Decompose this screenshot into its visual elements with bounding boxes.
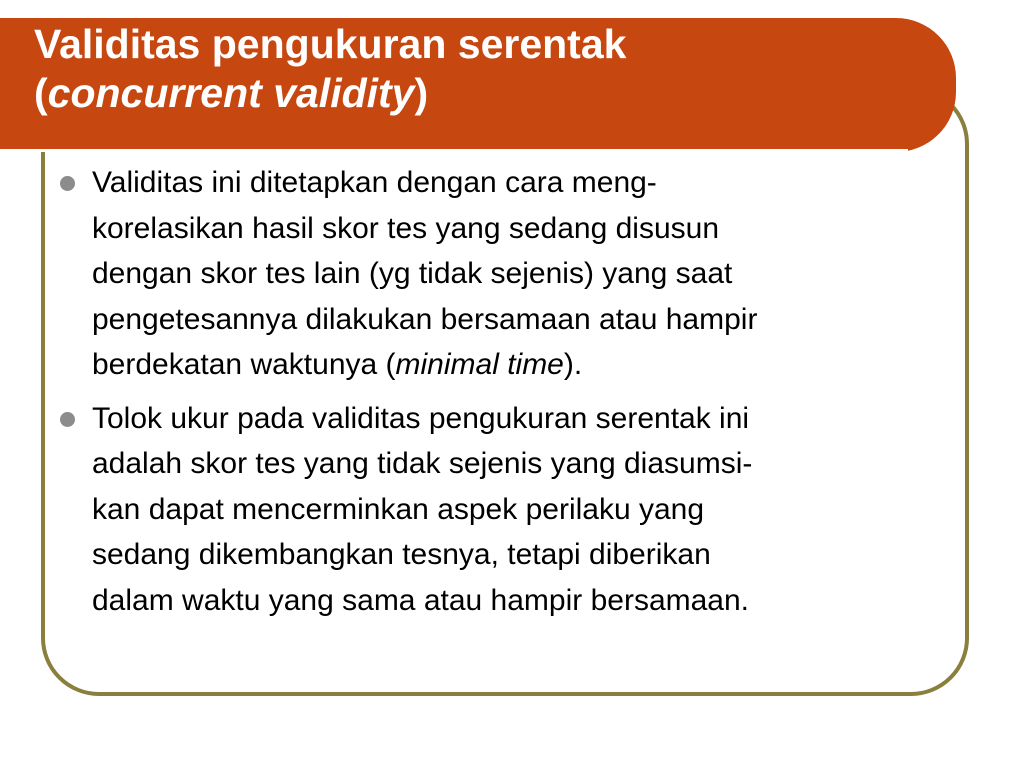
bullet-1-line-3: dengan skor tes lain (yg tidak sejenis) yang saat [92,257,733,290]
bullet-1-line-2: korelasikan hasil skor tes yang sedang disusun [92,211,720,245]
bullet-item-1 [60,160,960,388]
bullet-2-line-2: adalah skor tes yang tidak sejenis yang diasumsi- [92,447,753,480]
bullet-1-line-5-italic: minimal time [395,348,564,381]
title-line-1: Validitas pengukuran serentak [34,21,627,67]
bullet-2-line-1: Tolok ukur pada validitas pengukuran serentak ini [92,401,750,435]
slide-title [34,20,914,118]
bullet-text-2 [92,402,752,617]
title-underline [0,149,908,152]
bullet-2-line-5: dalam waktu yang sama atau hampir bersamaan. [92,583,750,617]
title-line-2-open: ( [34,70,48,116]
bullet-icon [60,412,75,427]
title-line-2-close: ) [414,70,429,116]
bullet-item-2 [60,396,960,624]
title-line-2-italic: concurrent validity [47,70,415,116]
bullet-2-line-3: kan dapat mencerminkan aspek perilaku yang [92,492,705,526]
bullet-1-line-5-suffix: ). [563,348,583,381]
bullet-1-line-4: pengetesannya dilakukan bersamaan atau hampir [92,302,758,336]
bullet-text-1 [92,166,757,381]
bullet-2-line-4: sedang dikembangkan tesnya, tetapi diberikan [92,538,711,571]
bullet-1-line-1: Validitas ini ditetapkan dengan cara meng- [92,166,657,199]
bullet-list [60,160,960,631]
bullet-1-line-5-prefix: berdekatan waktunya ( [92,348,396,381]
bullet-icon [60,176,75,191]
